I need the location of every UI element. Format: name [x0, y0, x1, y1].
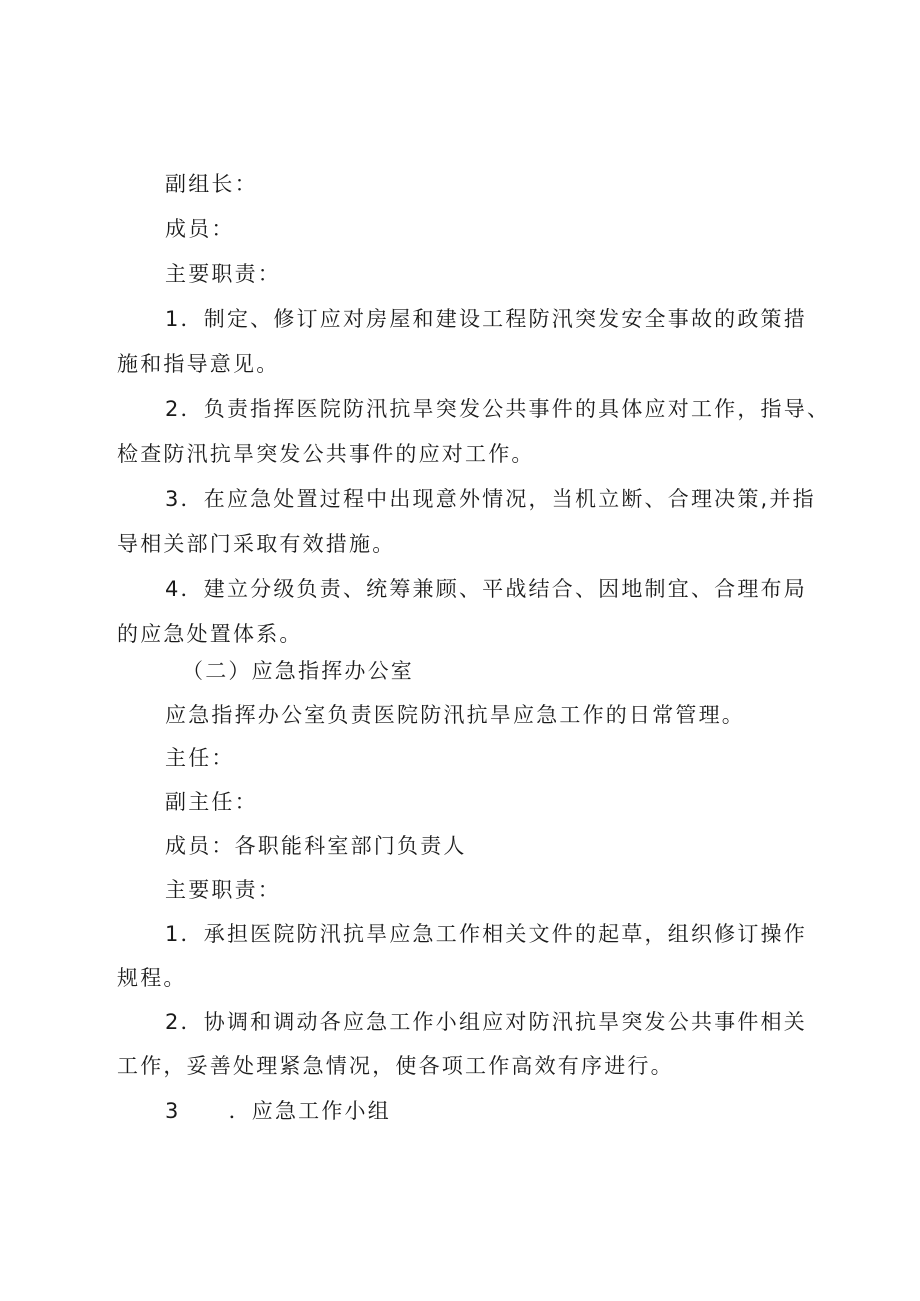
work-groups-number: 3 [165, 1099, 181, 1123]
deputy-leader-label: 副组长： [165, 172, 258, 196]
deputy-director-label: 副主任： [165, 790, 258, 814]
section-heading-command-office: （二）应急指挥办公室 [182, 659, 414, 683]
duty-2-line-1: 2．负责指挥医院防汛抗旱突发公共事件的具体应对工作，指导、 [165, 397, 831, 421]
office-duty-2-line-1: 2．协调和调动各应急工作小组应对防汛抗旱突发公共事件相关 [165, 1010, 807, 1034]
office-duty-1-line-1: 1．承担医院防汛抗旱应急工作相关文件的起草，组织修订操作 [165, 922, 807, 946]
office-members-line: 成员：各职能科室部门负责人 [165, 834, 467, 858]
office-duties-heading: 主要职责： [165, 878, 281, 902]
section-heading-work-groups [165, 1094, 865, 1128]
duty-2-line-2: 检查防汛抗旱突发公共事件的应对工作。 [117, 442, 535, 466]
director-label: 主任： [165, 746, 235, 770]
duty-1-line-2: 施和指导意见。 [117, 352, 280, 376]
main-duties-heading: 主要职责： [165, 262, 281, 286]
duty-4-line-1: 4．建立分级负责、统筹兼顾、平战结合、因地制宜、合理布局 [165, 577, 807, 601]
office-duty-2-line-2: 工作，妥善处理紧急情况，使各项工作高效有序进行。 [117, 1054, 674, 1078]
office-duty-1-line-2: 规程。 [117, 966, 187, 990]
work-groups-title: ．应急工作小组 [228, 1099, 391, 1123]
duty-3-line-1: 3．在应急处置过程中出现意外情况，当机立断、合理决策,并指 [165, 487, 816, 511]
duty-1-line-1: 1．制定、修订应对房屋和建设工程防汛突发安全事故的政策措 [165, 307, 807, 331]
office-description: 应急指挥办公室负责医院防汛抗旱应急工作的日常管理。 [165, 703, 745, 727]
members-label: 成员： [165, 217, 235, 241]
duty-3-line-2: 导相关部门采取有效措施。 [117, 532, 396, 556]
duty-4-line-2: 的应急处置体系。 [117, 622, 303, 646]
